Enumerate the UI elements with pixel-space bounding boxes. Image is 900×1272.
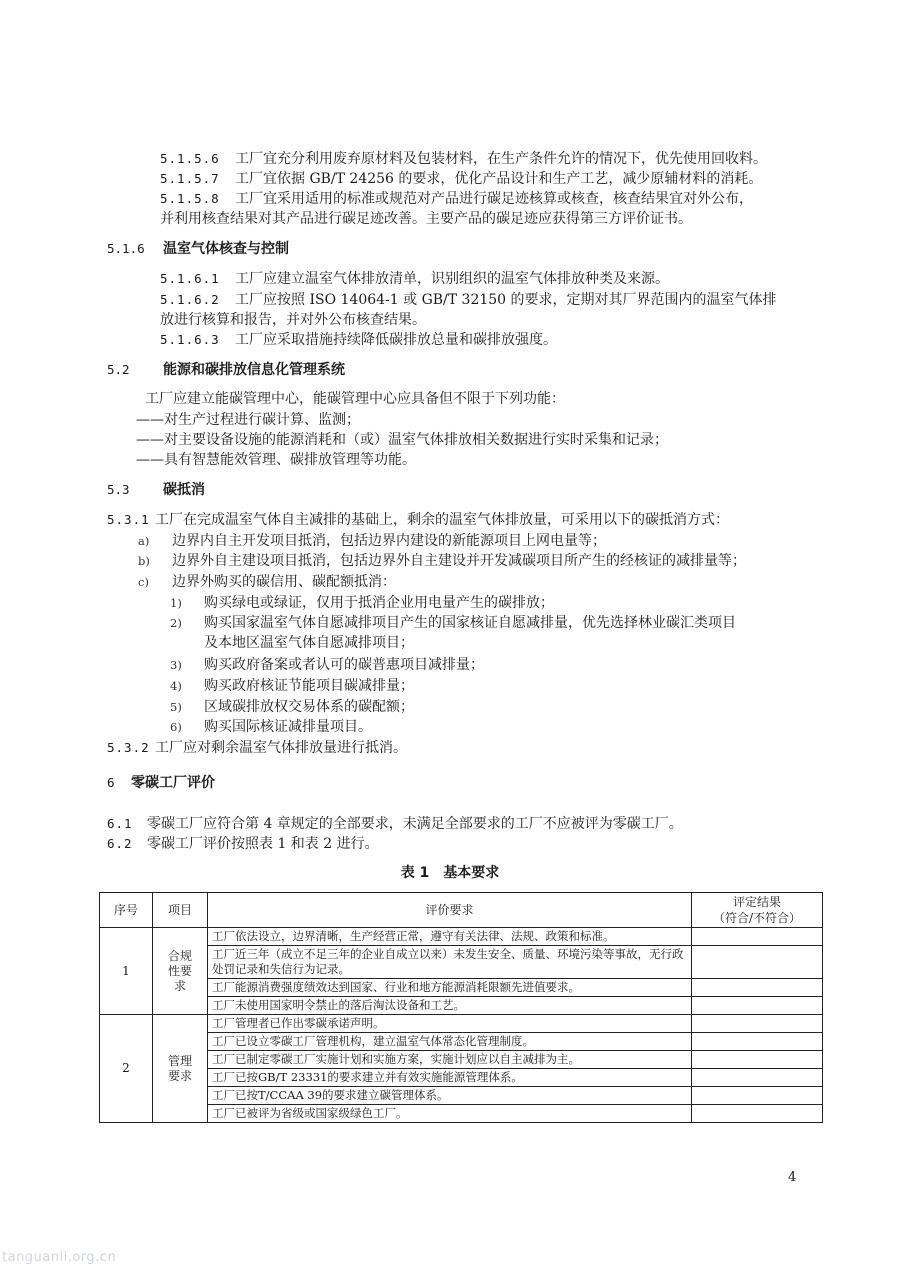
list-text: 边界内自主开发项目抵消，包括边界内建设的新能源项目上网电量等； xyxy=(172,533,606,549)
list-text: 边界外自主建设项目抵消，包括边界外自主建设并开发减碳项目所产生的经核证的减排量等； xyxy=(172,553,746,569)
clause-text: 工厂应采取措施持续降低碳排放总量和碳排放强度。 xyxy=(235,332,557,348)
list-item-a xyxy=(138,532,606,550)
sublist-item-5 xyxy=(170,698,414,716)
clause-6-2 xyxy=(107,835,379,853)
section-heading-6 xyxy=(107,774,215,792)
list-marker: 3) xyxy=(170,658,182,672)
header-item: 项目 xyxy=(153,893,208,928)
requirement-cell: 工厂已设立零碳工厂管理机构，建立温室气体常态化管理制度。 xyxy=(208,1033,692,1051)
list-marker: 4) xyxy=(170,679,182,693)
table-row xyxy=(100,1051,823,1069)
requirement-cell: 工厂未使用国家明令禁止的落后淘汰设备和工艺。 xyxy=(208,997,692,1015)
clause-5-1-6-3 xyxy=(160,331,557,349)
item-line: 要求 xyxy=(167,1068,192,1083)
result-cell xyxy=(692,928,823,946)
table-row xyxy=(100,1015,823,1033)
clause-5-3-1 xyxy=(107,511,729,529)
clause-number: 5.1.6.3 xyxy=(160,332,220,347)
clause-text: 零碳工厂评价按照表 1 和表 2 进行。 xyxy=(147,836,379,852)
dash-list-item: ——对主要设备设施的能源消耗和（或）温室气体排放相关数据进行实时采集和记录； xyxy=(136,432,668,448)
list-item-c xyxy=(138,573,396,591)
clause-text: 工厂在完成温室气体自主减排的基础上，剩余的温室气体排放量，可采用以下的碳抵消方式： xyxy=(155,512,729,528)
section-number: 5.3 xyxy=(107,482,130,497)
item-cell xyxy=(153,1015,208,1123)
clause-text: 工厂宜充分利用废弃原材料及包装材料，在生产条件允许的情况下，优先使用回收料。 xyxy=(235,151,767,167)
section-title: 能源和碳排放信息化管理系统 xyxy=(163,362,345,378)
table-row xyxy=(100,928,823,946)
clause-5-1-5-8 xyxy=(160,190,753,208)
paragraph-intro: 工厂应建立能碳管理中心，能碳管理中心应具备但不限于下列功能： xyxy=(145,391,565,407)
page-number: 4 xyxy=(788,1170,797,1185)
clause-5-1-6-1 xyxy=(160,270,669,288)
requirements-table xyxy=(99,892,823,1123)
item-line: 管理 xyxy=(167,1053,192,1068)
list-marker: a) xyxy=(138,534,150,548)
section-heading-5-1-6 xyxy=(107,240,289,258)
requirement-cell: 工厂已制定零碳工厂实施计划和实施方案，实施计划应以自主减排为主。 xyxy=(208,1051,692,1069)
section-heading-5-2 xyxy=(107,361,345,379)
clause-text: 工厂应建立温室气体排放清单，识别组织的温室气体排放种类及来源。 xyxy=(235,271,669,287)
table-row xyxy=(100,997,823,1015)
clause-text: 工厂宜采用适用的标准或规范对产品进行碳足迹核算或核查，核查结果宜对外公布， xyxy=(235,191,753,207)
clause-number: 5.3.1 xyxy=(107,512,150,527)
sublist-item-4 xyxy=(170,677,414,695)
table-header-row xyxy=(100,893,823,928)
list-marker: c) xyxy=(138,575,149,589)
section-title: 零碳工厂评价 xyxy=(131,775,215,791)
clause-number: 5.3.2 xyxy=(107,740,150,755)
requirement-cell: 工厂已按T/CCAA 39的要求建立碳管理体系。 xyxy=(208,1087,692,1105)
sublist-item-1 xyxy=(170,594,554,612)
result-cell xyxy=(692,1069,823,1087)
sublist-item-6 xyxy=(170,718,372,736)
clause-5-1-5-6 xyxy=(160,150,767,168)
requirement-cell: 工厂已按GB/T 23331的要求建立并有效实施能源管理体系。 xyxy=(208,1069,692,1087)
result-cell xyxy=(692,946,823,979)
clause-5-1-5-8-continuation: 并利用核查结果对其产品进行碳足迹改善。主要产品的碳足迹应获得第三方评价证书。 xyxy=(160,211,692,227)
watermark: tanguanli.org.cn xyxy=(2,1250,117,1265)
section-title: 温室气体核查与控制 xyxy=(163,241,289,257)
result-cell xyxy=(692,1105,823,1123)
section-heading-5-3 xyxy=(107,481,205,499)
section-title: 碳抵消 xyxy=(163,482,205,498)
list-text: 购买政府备案或者认可的碳普惠项目减排量； xyxy=(204,657,484,673)
list-marker: 2) xyxy=(170,616,182,630)
header-requirement: 评价要求 xyxy=(208,893,692,928)
table-row xyxy=(100,946,823,979)
clause-5-1-5-7 xyxy=(160,170,762,188)
clause-text: 工厂应按照 ISO 14064-1 或 GB/T 32150 的要求，定期对其厂界范围内的温室气体排 xyxy=(235,292,777,308)
requirement-cell: 工厂近三年（成立不足三年的企业自成立以来）未发生安全、质量、环境污染等事故，无行政处罚记录和失信行为记录。 xyxy=(208,946,692,979)
clause-number: 6.2 xyxy=(107,836,133,851)
result-cell xyxy=(692,979,823,997)
item-line: 性要 xyxy=(167,963,192,978)
requirement-cell: 工厂管理者已作出零碳承诺声明。 xyxy=(208,1015,692,1033)
clause-5-1-6-2 xyxy=(160,291,777,309)
table-row xyxy=(100,1033,823,1051)
clause-number: 5.1.5.8 xyxy=(160,191,220,206)
header-result-line2: （符合/不符合） xyxy=(712,911,802,925)
list-text: 购买国家温室气体自愿减排项目产生的国家核证自愿减排量，优先选择林业碳汇类项目 xyxy=(204,615,736,631)
result-cell xyxy=(692,1087,823,1105)
clause-text: 零碳工厂应符合第 4 章规定的全部要求，未满足全部要求的工厂不应被评为零碳工厂。 xyxy=(147,816,683,832)
result-cell xyxy=(692,1051,823,1069)
seq-cell: 2 xyxy=(100,1015,153,1123)
item-line: 求 xyxy=(173,978,186,993)
clause-6-1 xyxy=(107,815,683,833)
list-text: 购买政府核证节能项目碳减排量； xyxy=(204,678,414,694)
dash-list-item: ——对生产过程进行碳计算、监测； xyxy=(136,412,360,428)
requirement-cell: 工厂依法设立，边界清晰，生产经营正常，遵守有关法律、法规、政策和标准。 xyxy=(208,928,692,946)
requirement-cell: 工厂已被评为省级或国家级绿色工厂。 xyxy=(208,1105,692,1123)
list-text: 购买国际核证减排量项目。 xyxy=(204,719,372,735)
section-number: 5.2 xyxy=(107,362,130,377)
clause-5-3-2 xyxy=(107,739,407,757)
section-number: 6 xyxy=(107,775,115,790)
clause-number: 5.1.5.6 xyxy=(160,151,220,166)
result-cell xyxy=(692,1015,823,1033)
clause-text: 工厂宜依据 GB/T 24256 的要求，优化产品设计和生产工艺，减少原辅材料的消耗。 xyxy=(235,171,763,187)
clause-number: 6.1 xyxy=(107,816,133,831)
list-text: 区域碳排放权交易体系的碳配额； xyxy=(204,699,414,715)
list-marker: 6) xyxy=(170,720,182,734)
clause-number: 5.1.5.7 xyxy=(160,171,220,186)
table-row xyxy=(100,1105,823,1123)
list-marker: 1) xyxy=(170,596,182,610)
list-marker: b) xyxy=(138,554,150,568)
header-result xyxy=(692,893,823,928)
sublist-item-2-continuation: 及本地区温室气体自愿减排项目； xyxy=(204,635,414,651)
list-marker: 5) xyxy=(170,700,182,714)
clause-number: 5.1.6.1 xyxy=(160,271,220,286)
list-text: 边界外购买的碳信用、碳配额抵消： xyxy=(172,574,396,590)
table-row xyxy=(100,979,823,997)
sublist-item-3 xyxy=(170,656,484,674)
item-line: 合规 xyxy=(167,948,192,963)
result-cell xyxy=(692,997,823,1015)
header-result-line1: 评定结果 xyxy=(732,895,781,909)
item-cell xyxy=(153,928,208,1015)
list-item-b xyxy=(138,552,746,570)
list-text: 购买绿电或绿证，仅用于抵消企业用电量产生的碳排放； xyxy=(204,595,554,611)
table-caption: 表 1 基本要求 xyxy=(400,865,500,881)
result-cell xyxy=(692,1033,823,1051)
table-row xyxy=(100,1069,823,1087)
header-seq: 序号 xyxy=(100,893,153,928)
clause-5-1-6-2-continuation: 放进行核算和报告，并对外公布核查结果。 xyxy=(160,312,426,328)
dash-list-item: ——具有智慧能效管理、碳排放管理等功能。 xyxy=(136,452,416,468)
sublist-item-2 xyxy=(170,614,736,632)
table-row xyxy=(100,1087,823,1105)
requirement-cell: 工厂能源消费强度绩效达到国家、行业和地方能源消耗限额先进值要求。 xyxy=(208,979,692,997)
clause-number: 5.1.6.2 xyxy=(160,292,220,307)
seq-cell: 1 xyxy=(100,928,153,1015)
clause-text: 工厂应对剩余温室气体排放量进行抵消。 xyxy=(155,740,407,756)
section-number: 5.1.6 xyxy=(107,241,145,256)
